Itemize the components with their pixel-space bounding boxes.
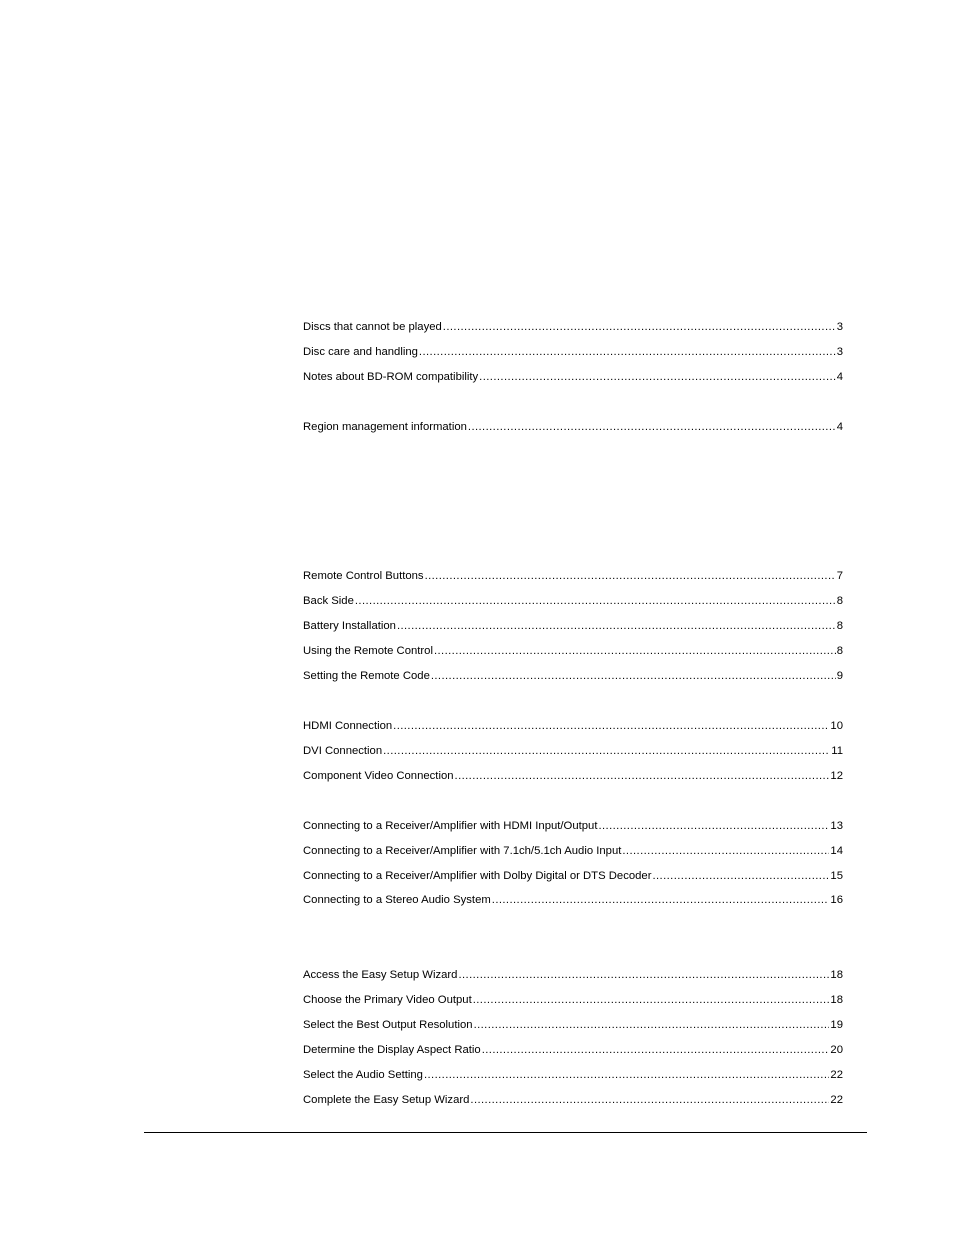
toc-entry-title: Connecting to a Receiver/Amplifier with HDMI Input/Output: [303, 820, 598, 832]
toc-entry-title: Component Video Connection: [303, 770, 454, 782]
toc-entry-discs-cannot-be-played[interactable]: [303, 320, 843, 334]
dot-leader: [434, 644, 836, 658]
toc-page-number: 10: [830, 720, 843, 732]
toc-page-number: 14: [830, 845, 843, 857]
toc-entry-title: HDMI Connection: [303, 720, 393, 732]
toc-page-number: 8: [836, 595, 843, 607]
dot-leader: [622, 844, 829, 858]
dot-leader: [474, 1018, 830, 1032]
toc-page-number: 4: [836, 371, 843, 383]
toc-entry-title: Back Side: [303, 595, 354, 607]
toc-page-number: 18: [830, 994, 843, 1006]
toc-entry-title: Notes about BD-ROM compatibility: [303, 371, 479, 383]
dot-leader: [355, 594, 836, 608]
toc-page-number: 8: [836, 620, 843, 632]
toc-entry-display-aspect-ratio[interactable]: [303, 1043, 843, 1057]
toc-page-number: 11: [831, 745, 843, 757]
toc-entry-hdmi-connection[interactable]: [303, 719, 843, 733]
dot-leader: [479, 370, 836, 384]
toc-entry-access-easy-setup[interactable]: [303, 968, 843, 982]
toc-entry-setting-remote-code[interactable]: [303, 669, 843, 683]
toc-entry-battery-installation[interactable]: [303, 619, 843, 633]
dot-leader: [468, 420, 836, 434]
toc-entry-title: Access the Easy Setup Wizard: [303, 969, 458, 981]
toc-page-number: 8: [836, 645, 843, 657]
toc-entry-title: Connecting to a Stereo Audio System: [303, 894, 491, 906]
dot-leader: [470, 1093, 829, 1107]
toc-page-number: 16: [830, 894, 843, 906]
toc-entry-title: Choose the Primary Video Output: [303, 994, 472, 1006]
dot-leader: [598, 819, 829, 833]
toc-entry-component-video[interactable]: [303, 769, 843, 783]
toc-entry-primary-video-output[interactable]: [303, 993, 843, 1007]
toc-entry-title: Battery Installation: [303, 620, 396, 632]
dot-leader: [397, 619, 836, 633]
toc-entry-title: DVI Connection: [303, 745, 383, 757]
toc-entry-title: Discs that cannot be played: [303, 321, 442, 333]
toc-page-number: 3: [836, 321, 843, 333]
toc-page-number: 15: [830, 870, 843, 882]
dot-leader: [393, 719, 829, 733]
toc-page-number: 22: [830, 1094, 843, 1106]
toc-entry-title: Connecting to a Receiver/Amplifier with 7.1ch/5.1ch Audio Input: [303, 845, 622, 857]
toc-page-number: 12: [830, 770, 843, 782]
toc-entry-best-output-resolution[interactable]: [303, 1018, 843, 1032]
toc-entry-disc-care[interactable]: [303, 345, 843, 359]
dot-leader: [482, 1043, 830, 1057]
toc-page-number: 18: [830, 969, 843, 981]
toc-entry-title: Determine the Display Aspect Ratio: [303, 1044, 481, 1056]
dot-leader: [473, 993, 830, 1007]
toc-entry-title: Setting the Remote Code: [303, 670, 430, 682]
toc-entry-complete-easy-setup[interactable]: [303, 1093, 843, 1107]
toc-entry-title: Remote Control Buttons: [303, 570, 424, 582]
toc-entry-bd-rom-compatibility[interactable]: [303, 370, 843, 384]
toc-page-number: 7: [836, 570, 843, 582]
toc-entry-title: Using the Remote Control: [303, 645, 433, 657]
toc-entry-remote-control-buttons[interactable]: [303, 569, 843, 583]
toc-page-number: 4: [836, 421, 843, 433]
toc-entry-title: Complete the Easy Setup Wizard: [303, 1094, 470, 1106]
dot-leader: [431, 669, 836, 683]
toc-entry-receiver-hdmi[interactable]: [303, 819, 843, 833]
dot-leader: [424, 1068, 829, 1082]
dot-leader: [458, 968, 829, 982]
toc-entry-title: Region management information: [303, 421, 467, 433]
dot-leader: [425, 569, 836, 583]
dot-leader: [383, 744, 830, 758]
dot-leader: [492, 893, 830, 907]
dot-leader: [443, 320, 836, 334]
toc-page-number: 19: [830, 1019, 843, 1031]
toc-entry-title: Select the Best Output Resolution: [303, 1019, 473, 1031]
toc-entry-stereo-audio[interactable]: [303, 893, 843, 907]
toc-entry-region-management[interactable]: [303, 420, 843, 434]
toc-page-number: 13: [830, 820, 843, 832]
dot-leader: [455, 769, 830, 783]
dot-leader: [419, 345, 836, 359]
toc-entry-using-remote-control[interactable]: [303, 644, 843, 658]
toc-entry-title: Select the Audio Setting: [303, 1069, 423, 1081]
toc-entry-title: Disc care and handling: [303, 346, 418, 358]
toc-entry-audio-setting[interactable]: [303, 1068, 843, 1082]
toc-entry-back-side[interactable]: [303, 594, 843, 608]
footer-divider: [144, 1132, 867, 1133]
dot-leader: [652, 869, 829, 883]
toc-page-number: 3: [836, 346, 843, 358]
toc-page-number: 9: [836, 670, 843, 682]
toc-page-number: 20: [830, 1044, 843, 1056]
toc-page-number: 22: [830, 1069, 843, 1081]
toc-entry-title: Connecting to a Receiver/Amplifier with Dolby Digital or DTS Decoder: [303, 870, 652, 882]
toc-entry-receiver-dolby-dts[interactable]: [303, 869, 843, 883]
toc-entry-receiver-71-51[interactable]: [303, 844, 843, 858]
toc-entry-dvi-connection[interactable]: [303, 744, 843, 758]
